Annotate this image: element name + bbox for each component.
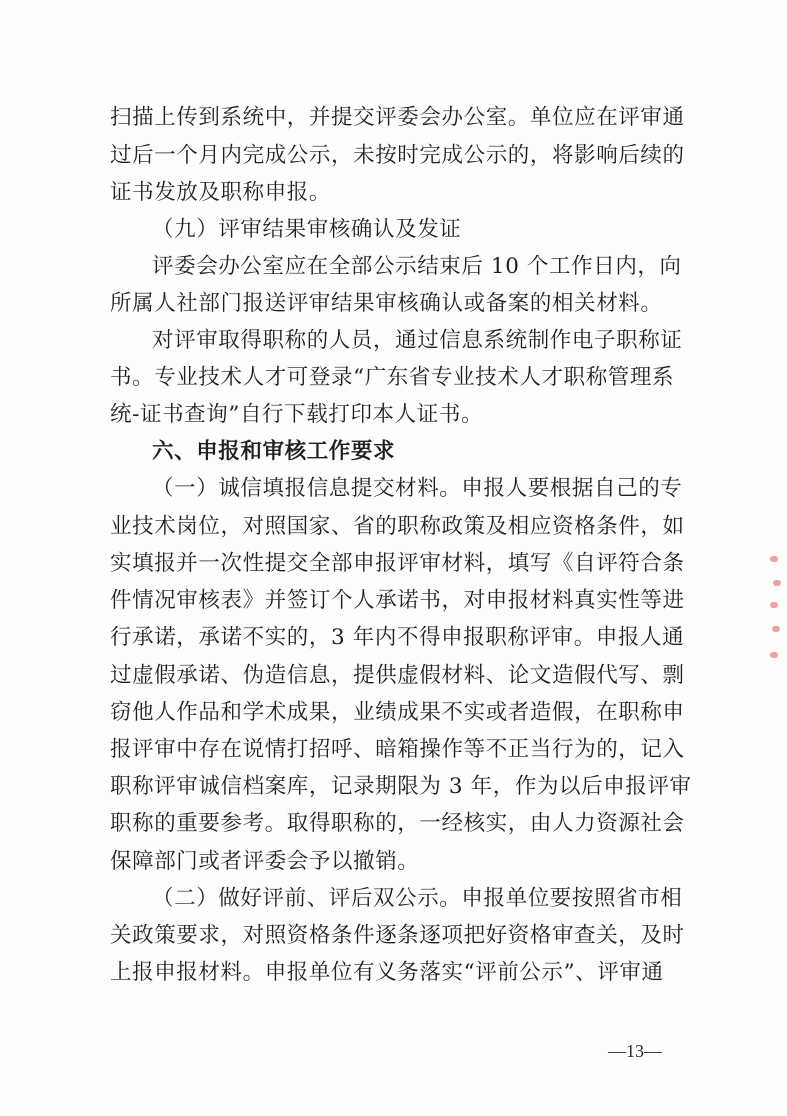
page-number: —13— (608, 1041, 662, 1061)
body-text-line: 书。专业技术人才可登录“广东省专业技术人才职称管理系 (110, 365, 675, 390)
body-text-line: 证书发放及职称申报。 (110, 180, 332, 205)
body-text-line: 关政策要求，对照资格条件逐条逐项把好资格审查关，及时 (110, 923, 685, 948)
body-text-line: 统-证书查询”自行下载打印本人证书。 (110, 402, 484, 427)
body-text-line: 评委会办公室应在全部公示结束后 10 个工作日内，向 (152, 254, 682, 279)
body-text-line: 实填报并一次性提交全部申报评审材料，填写《自评符合条 (110, 551, 685, 576)
body-text-line: 过虚假承诺、伪造信息，提供虚假材料、论文造假代写、剽 (110, 663, 685, 688)
body-text-line: 业技术岗位，对照国家、省的职称政策及相应资格条件，如 (110, 514, 685, 539)
body-text-line: 窃他人作品和学术成果，业绩成果不实或者造假，在职称申 (110, 700, 685, 725)
body-text-line: 保障部门或者评委会予以撤销。 (110, 849, 420, 874)
body-text-line: 职称评审诚信档案库，记录期限为 3 年，作为以后申报评审 (110, 774, 692, 799)
body-text-line: 对评审取得职称的人员，通过信息系统制作电子职称证 (152, 328, 683, 353)
body-text-line: 职称的重要参考。取得职称的，一经核实，由人力资源社会 (110, 811, 685, 836)
body-text-line: 件情况审核表》并签订个人承诺书，对申报材料真实性等进 (110, 588, 685, 613)
body-text-line: 过后一个月内完成公示，未按时完成公示的，将影响后续的 (110, 143, 685, 168)
section-subheading: （九）评审结果审核确认及发证 (152, 217, 462, 242)
body-text-line: 上报申报材料。申报单位有义务落实“评前公示”、评审通 (110, 960, 664, 985)
body-text-line: （二）做好评前、评后双公示。申报单位要按照省市相 (152, 886, 683, 911)
body-text-line: 报评审中存在说情打招呼、暗箱操作等不正当行为的，记入 (110, 737, 685, 762)
body-text-line: 行承诺，承诺不实的，3 年内不得申报职称评审。申报人通 (110, 625, 685, 650)
seal-stamp-edge (770, 556, 784, 676)
body-text-line: 扫描上传到系统中，并提交评委会办公室。单位应在评审通 (110, 105, 685, 130)
section-heading: 六、申报和审核工作要求 (152, 439, 396, 464)
body-text-line: 所属人社部门报送评审结果审核确认或备案的相关材料。 (110, 291, 663, 316)
body-text-line: （一）诚信填报信息提交材料。申报人要根据自己的专 (152, 476, 683, 501)
